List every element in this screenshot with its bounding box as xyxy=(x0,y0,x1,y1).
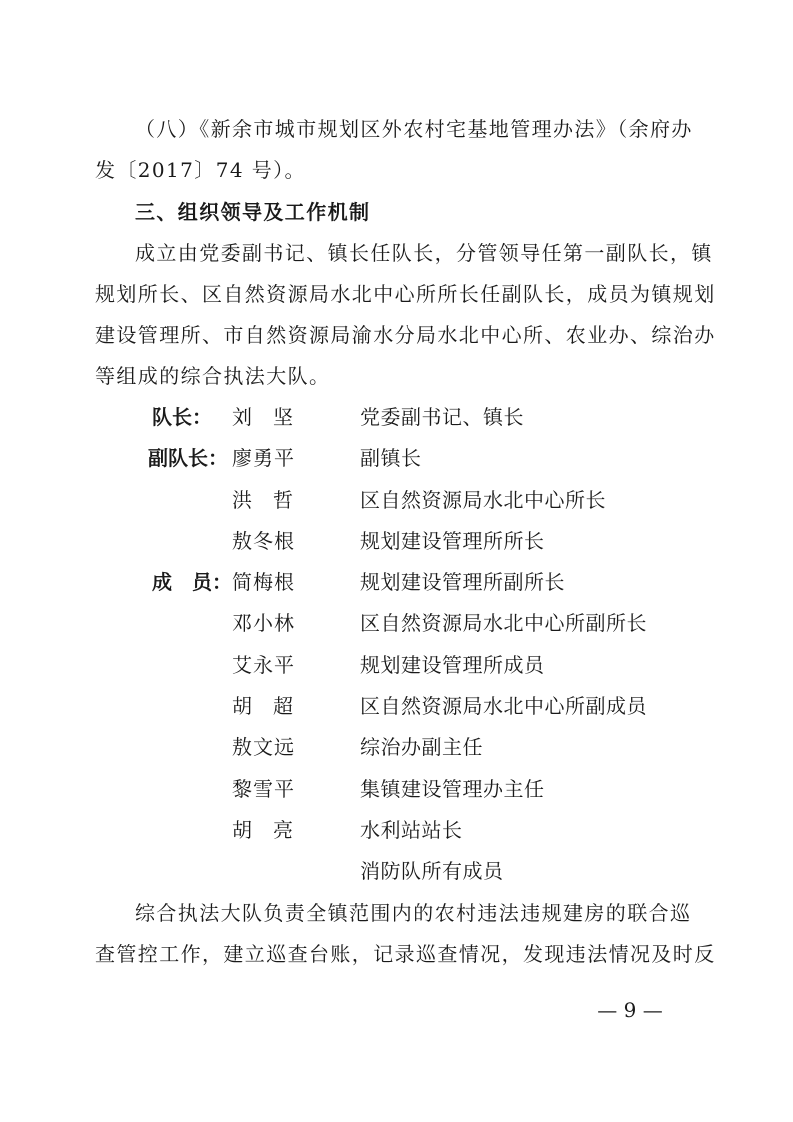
member-duty-7: 水利站站长 xyxy=(360,818,463,842)
leader-label: 队 长： xyxy=(152,405,212,429)
member-duty-6: 集镇建设管理办主任 xyxy=(360,777,545,801)
member-duty-5: 综治办副主任 xyxy=(360,735,483,759)
closing-line-2: 查管控工作，建立巡查台账，记录巡查情况，发现违法情况及时反 xyxy=(95,942,716,966)
deputy-name-2: 洪 哲 xyxy=(232,488,294,512)
closing-line-1: 综合执法大队负责全镇范围内的农村违法违规建房的联合巡 xyxy=(135,901,692,925)
deputy-name-1: 廖勇平 xyxy=(232,446,295,470)
member-name-3: 艾永平 xyxy=(232,653,295,677)
member-duty-2: 区自然资源局水北中心所副所长 xyxy=(360,611,647,635)
section-text-line-4: 等组成的综合执法大队。 xyxy=(95,364,331,388)
member-name-6: 黎雪平 xyxy=(232,777,295,801)
member-name-5: 敖文远 xyxy=(232,735,295,759)
member-name-1: 简梅根 xyxy=(232,570,295,594)
member-name-2: 邓小林 xyxy=(232,611,295,635)
para-eight-line-1: （八）《新余市城市规划区外农村宅基地管理办法》（余府办 xyxy=(135,117,693,141)
deputy-name-3: 敖冬根 xyxy=(232,529,295,553)
member-duty-1: 规划建设管理所副所长 xyxy=(360,570,565,594)
member-name-4: 胡 超 xyxy=(232,694,294,718)
member-duty-8: 消防队所有成员 xyxy=(360,859,504,883)
member-duty-3: 规划建设管理所成员 xyxy=(360,653,545,677)
deputy-duty-2: 区自然资源局水北中心所长 xyxy=(360,488,606,512)
para-eight-line-2: 发〔2017〕74 号）。 xyxy=(95,158,306,182)
section-heading: 三、组织领导及工作机制 xyxy=(135,200,371,224)
section-text-line-3: 建设管理所、市自然资源局渝水分局水北中心所、农业办、综治办 xyxy=(95,323,716,347)
leader-duty: 党委副书记、镇长 xyxy=(360,405,524,429)
page-number: — 9 — xyxy=(597,998,663,1022)
section-text-line-1: 成立由党委副书记、镇长任队长，分管领导任第一副队长，镇 xyxy=(135,241,713,265)
deputy-duty-1: 副镇长 xyxy=(360,446,422,470)
member-label: 成 员： xyxy=(152,570,232,594)
member-duty-4: 区自然资源局水北中心所副成员 xyxy=(360,694,647,718)
leader-name: 刘 坚 xyxy=(232,405,294,429)
member-name-7: 胡 亮 xyxy=(232,818,294,842)
deputy-label: 副队长： xyxy=(148,446,228,470)
deputy-duty-3: 规划建设管理所所长 xyxy=(360,529,545,553)
section-text-line-2: 规划所长、区自然资源局水北中心所所长任副队长，成员为镇规划 xyxy=(95,282,716,306)
